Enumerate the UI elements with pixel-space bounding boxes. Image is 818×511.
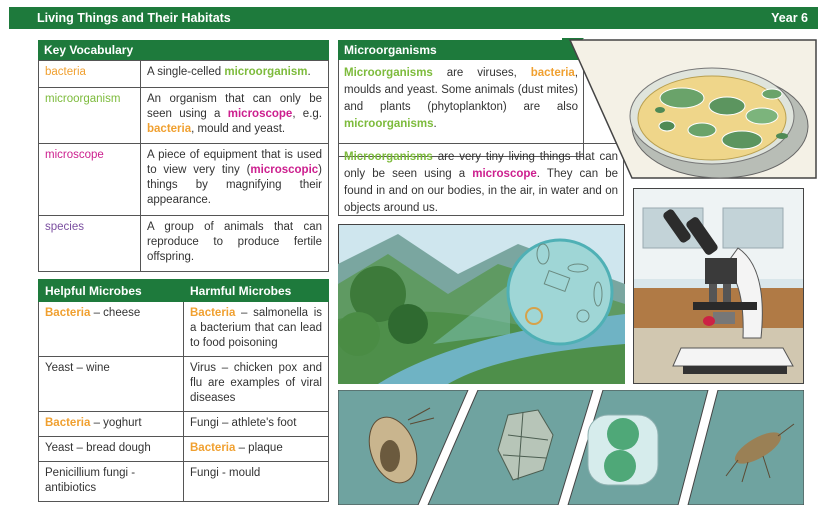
harmful-cell: Bacteria – salmonella is a bacterium that can lead to food poisoning	[184, 302, 329, 357]
helpful-cell: Bacteria – cheese	[39, 302, 184, 357]
petri-dish-illustration	[562, 38, 818, 180]
table-row	[39, 412, 329, 437]
harmful-microbes-heading: Harmful Microbes	[184, 280, 329, 302]
vocabulary-table	[38, 60, 329, 272]
harmful-cell: Bacteria – plaque	[184, 437, 329, 462]
helpful-cell: Bacteria – yoghurt	[39, 412, 184, 437]
helpful-cell: Penicillium fungi - antibiotics	[39, 462, 184, 502]
table-row	[39, 462, 329, 502]
vocab-def-bacteria: A single-celled microorganism.	[141, 61, 329, 88]
vocab-def-microscope: A piece of equipment that is used to view very tiny (microscopic) things by magnifying their appearance.	[141, 144, 329, 216]
table-row	[39, 216, 329, 272]
table-row	[39, 61, 329, 88]
vocab-def-species: A group of animals that can reproduce to produce fertile offspring.	[141, 216, 329, 272]
helpful-cell: Yeast – bread dough	[39, 437, 184, 462]
microorganisms-paragraph-1: Microorganisms are viruses, bacteria, moulds and yeast. Some animals (dust mites) and plants (phytoplankton) are also microorganisms.	[338, 60, 584, 157]
microorganisms-heading: Microorganisms	[338, 40, 584, 60]
harmful-cell: Virus – chicken pox and flu are examples of viral diseases	[184, 357, 329, 412]
microscope-illustration	[633, 188, 804, 384]
vocab-term-microorganism: microorganism	[39, 88, 141, 144]
page-title: Living Things and Their Habitats	[37, 11, 231, 25]
helpful-microbes-heading: Helpful Microbes	[39, 280, 184, 302]
microorganisms-paragraph-2: Microorganisms are very tiny living things that can only be seen using a microscope. They can be found in and on our bodies, in the air, in water and on objects around us.	[338, 143, 624, 216]
harmful-cell: Fungi – athlete's foot	[184, 412, 329, 437]
microbe-panels-illustration	[338, 390, 804, 505]
table-row	[39, 357, 329, 412]
harmful-cell: Fungi - mould	[184, 462, 329, 502]
key-vocabulary-heading: Key Vocabulary	[38, 40, 329, 60]
vocab-term-microscope: microscope	[39, 144, 141, 216]
key-vocabulary-panel	[38, 40, 329, 272]
river-plankton-illustration	[338, 224, 625, 384]
year-label: Year 6	[771, 11, 808, 25]
vocab-term-species: species	[39, 216, 141, 272]
helpful-cell: Yeast – wine	[39, 357, 184, 412]
table-row	[39, 437, 329, 462]
vocab-def-microorganism: An organism that can only be seen using a microscope, e.g. bacteria, mould and yeast.	[141, 88, 329, 144]
microbes-table	[38, 279, 329, 502]
page-header	[9, 7, 818, 29]
microbes-panel	[38, 279, 329, 502]
table-row	[39, 144, 329, 216]
table-row	[39, 88, 329, 144]
microorganisms-panel	[338, 40, 584, 157]
table-row	[39, 302, 329, 357]
vocab-term-bacteria: bacteria	[39, 61, 141, 88]
